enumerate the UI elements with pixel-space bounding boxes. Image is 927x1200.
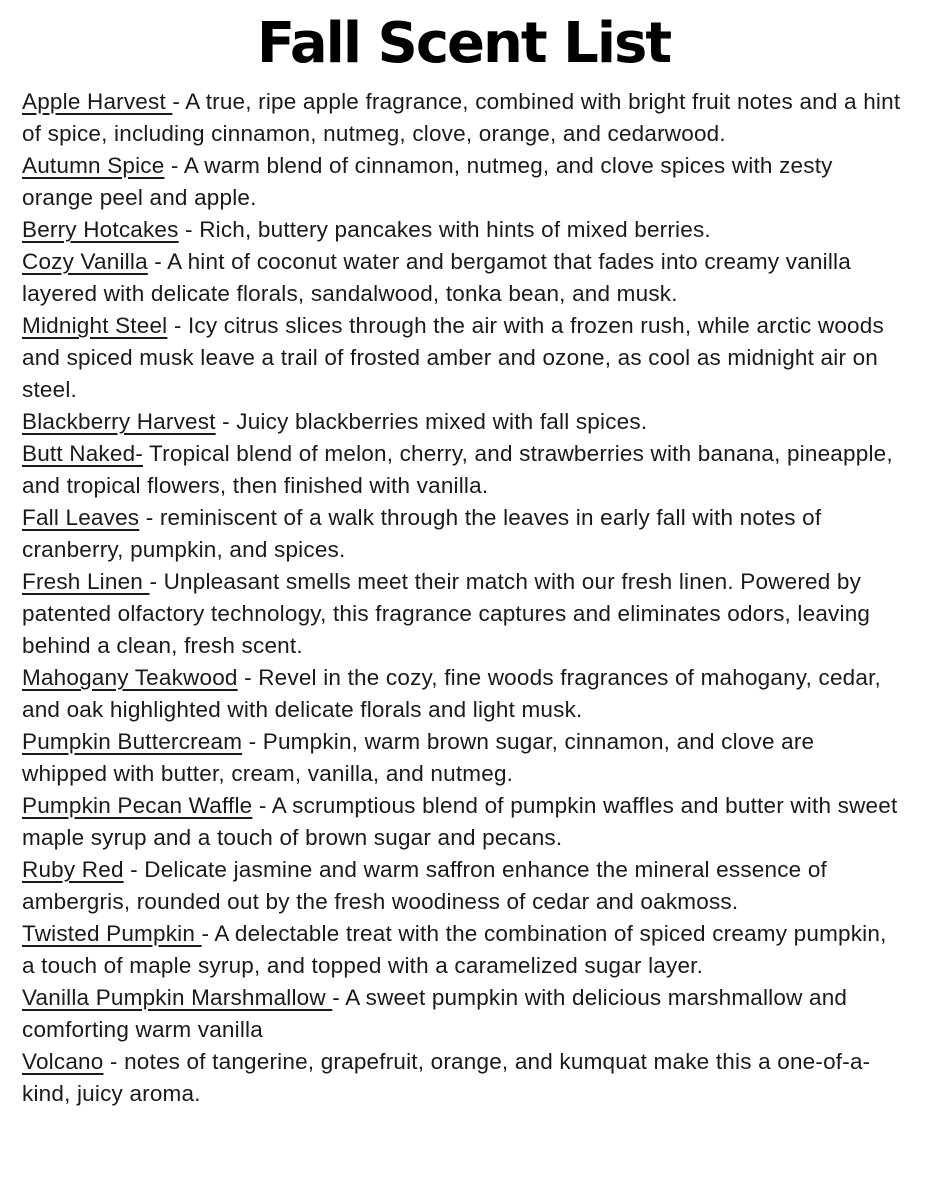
scent-name: Twisted Pumpkin <box>22 921 202 946</box>
scent-description: - Juicy blackberries mixed with fall spices. <box>215 409 648 434</box>
scent-description: - A delectable treat with the combination of spiced creamy pumpkin, a touch of maple syrup, and topped with a caramelized sugar layer. <box>22 921 887 978</box>
scent-list <box>22 86 905 1110</box>
scent-description: - Unpleasant smells meet their match with our fresh linen. Powered by patented olfactory technology, this fragrance captures and eliminates odors, leaving behind a clean, fresh scent. <box>22 569 871 658</box>
scent-entry <box>22 982 905 1046</box>
scent-name: Fall Leaves <box>22 505 140 530</box>
scent-name: Butt Naked- <box>22 441 144 466</box>
scent-entry <box>22 1046 905 1110</box>
scent-name: Vanilla Pumpkin Marshmallow <box>22 985 333 1010</box>
scent-description: - Rich, buttery pancakes with hints of mixed berries. <box>178 217 711 242</box>
scent-entry <box>22 790 905 854</box>
scent-entry <box>22 214 905 246</box>
scent-description: - reminiscent of a walk through the leaves in early fall with notes of cranberry, pumpkin, and spices. <box>22 505 822 562</box>
scent-description: - Pumpkin, warm brown sugar, cinnamon, and clove are whipped with butter, cream, vanilla, and nutmeg. <box>22 729 815 786</box>
scent-name: Blackberry Harvest <box>22 409 216 434</box>
scent-entry <box>22 86 905 150</box>
scent-entry <box>22 246 905 310</box>
scent-entry <box>22 918 905 982</box>
scent-description: - A sweet pumpkin with delicious marshmallow and comforting warm vanilla <box>22 985 848 1042</box>
scent-description: - A true, ripe apple fragrance, combined with bright fruit notes and a hint of spice, including cinnamon, nutmeg, clove, orange, and cedarwood. <box>22 89 901 146</box>
scent-name: Midnight Steel <box>22 313 168 338</box>
scent-name: Mahogany Teakwood <box>22 665 238 690</box>
scent-name: Pumpkin Pecan Waffle <box>22 793 253 818</box>
scent-description: - Delicate jasmine and warm saffron enhance the mineral essence of ambergris, rounded out by the fresh woodiness of cedar and oakmoss. <box>22 857 827 914</box>
scent-name: Autumn Spice <box>22 153 165 178</box>
scent-entry <box>22 438 905 502</box>
scent-description: - Icy citrus slices through the air with a frozen rush, while arctic woods and spiced musk leave a trail of frosted amber and ozone, as cool as midnight air on steel. <box>22 313 884 402</box>
scent-description: - A hint of coconut water and bergamot that fades into creamy vanilla layered with delicate florals, sandalwood, tonka bean, and musk. <box>22 249 851 306</box>
scent-entry <box>22 150 905 214</box>
scent-description: Tropical blend of melon, cherry, and strawberries with banana, pineapple, and tropical flowers, then finished with vanilla. <box>22 441 893 498</box>
scent-entry <box>22 662 905 726</box>
scent-name: Volcano <box>22 1049 104 1074</box>
scent-description: - Revel in the cozy, fine woods fragrances of mahogany, cedar, and oak highlighted with delicate florals and light musk. <box>22 665 881 722</box>
scent-name: Fresh Linen <box>22 569 150 594</box>
scent-name: Cozy Vanilla <box>22 249 148 274</box>
scent-description: - A warm blend of cinnamon, nutmeg, and clove spices with zesty orange peel and apple. <box>22 153 833 210</box>
scent-name: Pumpkin Buttercream <box>22 729 243 754</box>
scent-name: Apple Harvest <box>22 89 173 114</box>
scent-entry <box>22 406 905 438</box>
scent-entry <box>22 310 905 406</box>
scent-entry <box>22 566 905 662</box>
scent-entry <box>22 502 905 566</box>
scent-description: - notes of tangerine, grapefruit, orange, and kumquat make this a one-of-a-kind, juicy aroma. <box>22 1049 871 1106</box>
page-title: Fall Scent List <box>256 11 671 76</box>
scent-entry <box>22 854 905 918</box>
scent-description: - A scrumptious blend of pumpkin waffles and butter with sweet maple syrup and a touch of brown sugar and pecans. <box>22 793 898 850</box>
scent-name: Berry Hotcakes <box>22 217 179 242</box>
scent-name: Ruby Red <box>22 857 124 882</box>
scent-entry <box>22 726 905 790</box>
